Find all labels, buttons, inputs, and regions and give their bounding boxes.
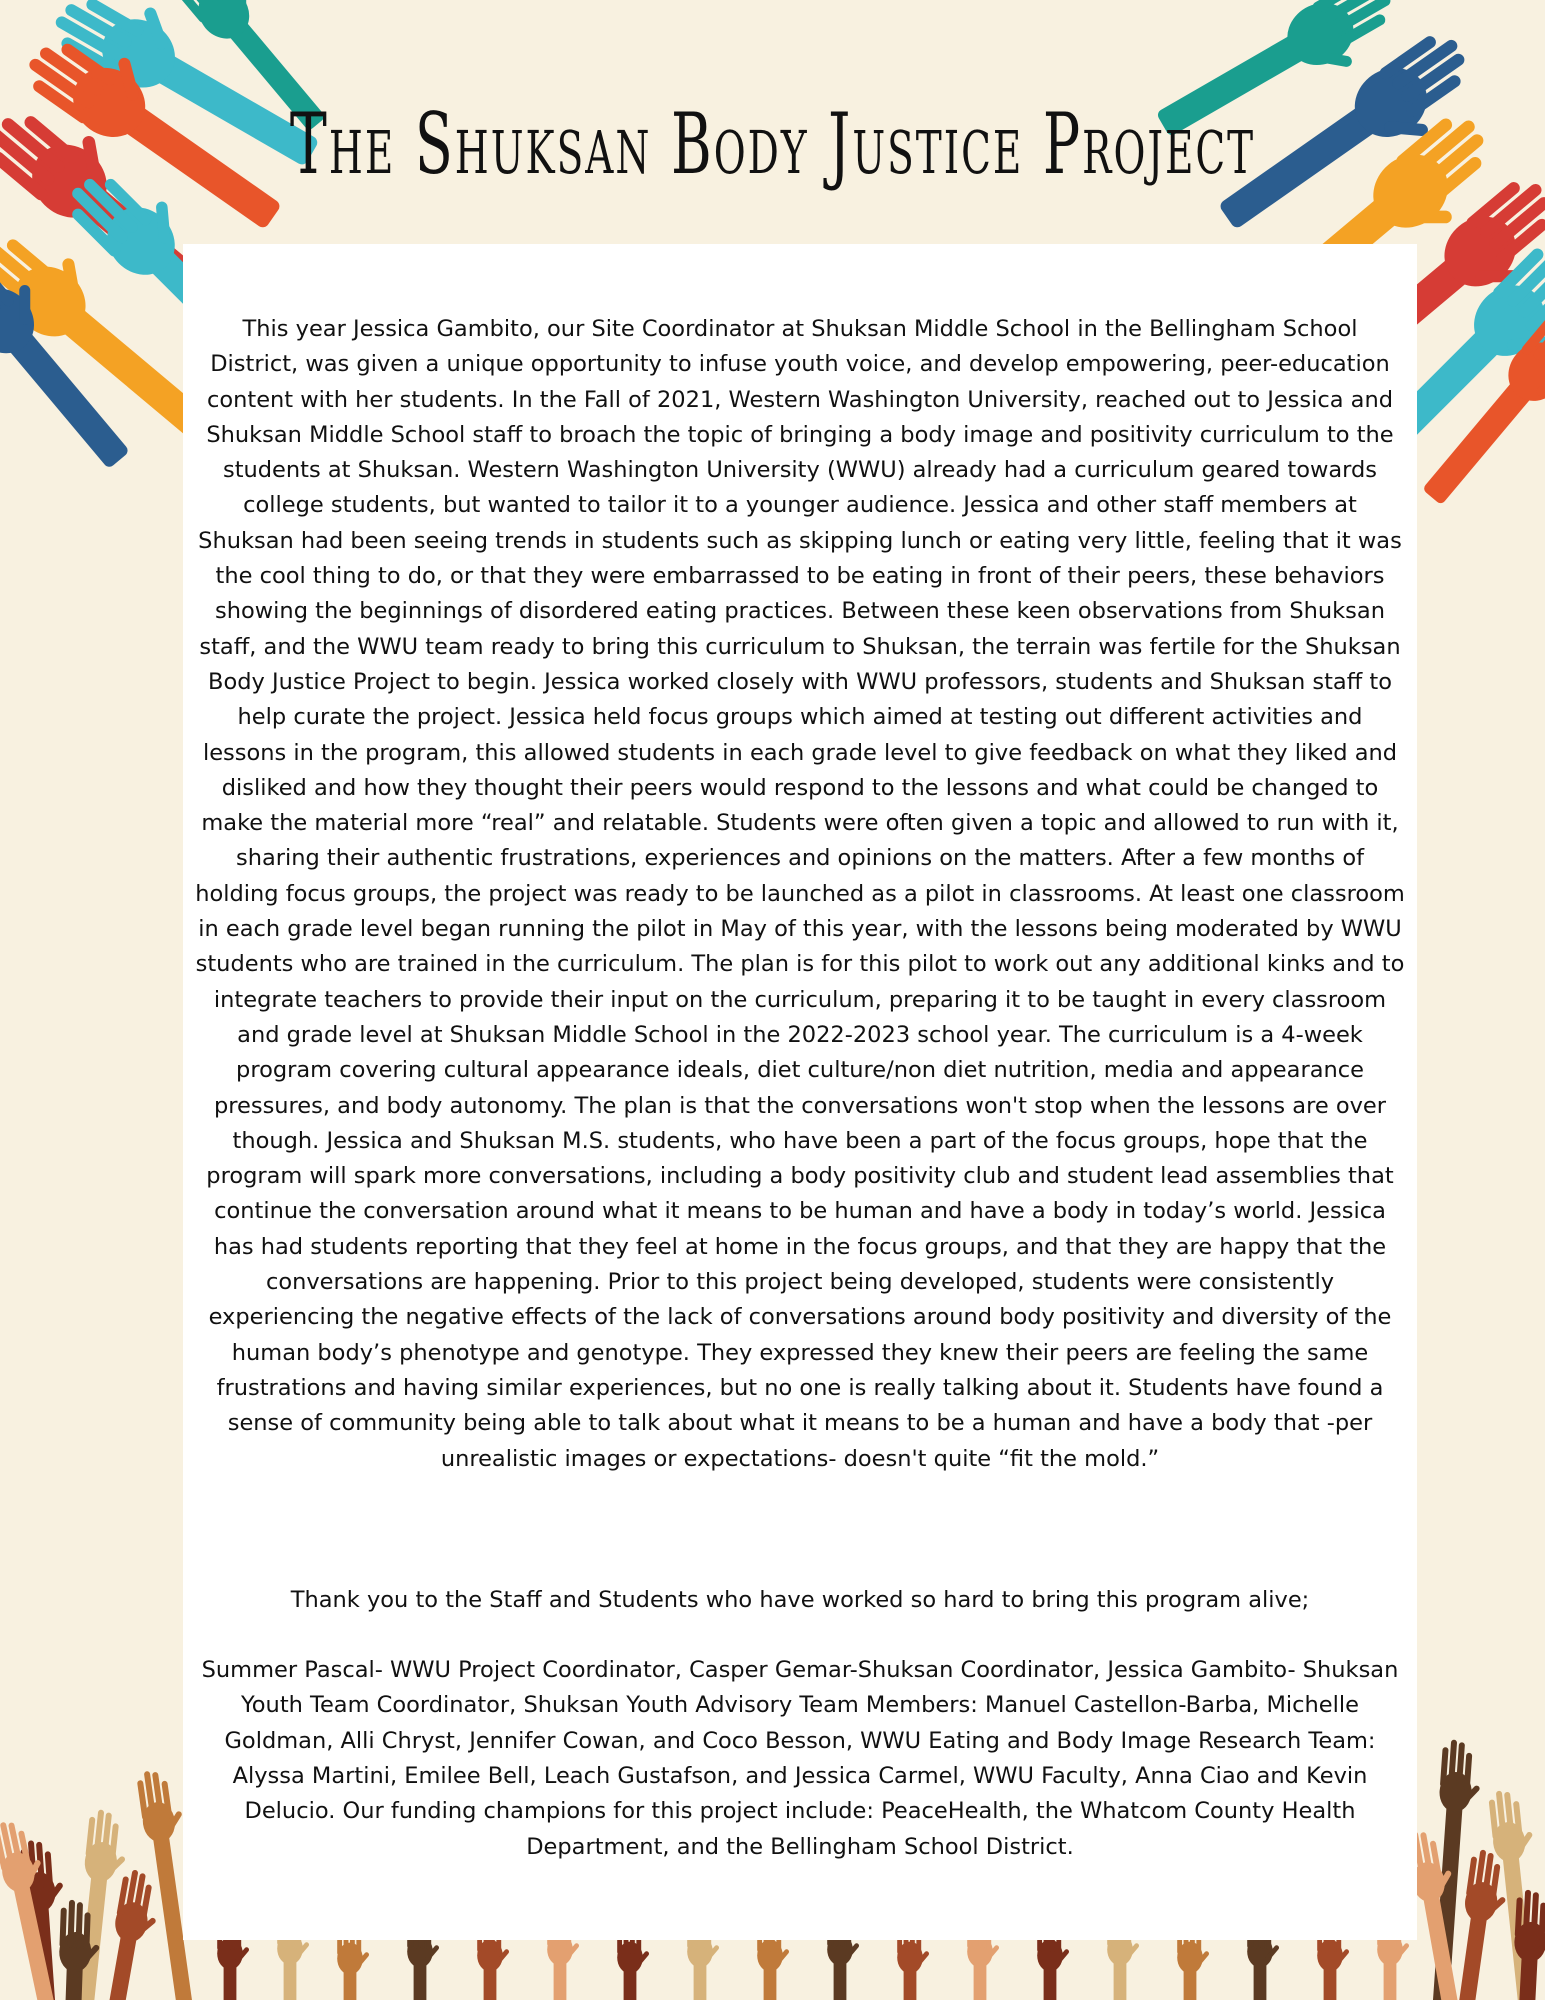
bottom-right-hands [1404, 1739, 1545, 2000]
thanks-paragraph: Thank you to the Staff and Students who have worked so hard to bring this program alive; [290, 1586, 1310, 1613]
page-title: The Shuksan Body Justice Project [289, 95, 1256, 193]
body-paragraph: This year Jessica Gambito, our Site Coordinator at Shuksan Middle School in the Bellingham School District, was given a unique opportunity to infuse youth voice, and develop empowering, peer-education content with her students. In the Fall of 2021, Western Washington University, reached out to Jessica and Shuksan Middle School staff to broach the topic of bringing a body image and positivity curriculum to the students at Shuksan. Western Washington University (WWU) already had a curriculum geared towards college students, but wanted to tailor it to a younger audience. Jessica and other staff members at Shuksan had been seeing trends in students such as skipping lunch or eating very little, feeling that it was the cool thing to do, or that they were embarrassed to be eating in front of their peers, these behaviors showing the beginnings of disordered eating practices. Between these keen observations from Shuksan staff, and the WWU team ready to bring this curriculum to Shuksan, the terrain was fertile for the Shuksan Body Justice Project to begin. Jessica worked closely with WWU professors, students and Shuksan staff to help curate the project. Jessica held focus groups which aimed at testing out different activities and lessons in the program, this allowed students in each grade level to give feedback on what they liked and disliked and how they thought their peers would respond to the lessons and what could be changed to make the material more “real” and relatable. Students were often given a topic and allowed to run with it, sharing their authentic frustrations, experiences and opinions on the matters. After a few months of holding focus groups, the project was ready to be launched as a pilot in classrooms. At least one classroom in each grade level began running the pilot in May of this year, with the lessons being moderated by WWU students who are trained in the curriculum. The plan is for this pilot to work out any additional kinks and to integrate teachers to provide their input on the curriculum, preparing it to be taught in every classroom and grade level at Shuksan Middle School in the 2022-2023 school year. The curriculum is a 4-week program covering cultural appearance ideals, diet culture/non diet nutrition, media and appearance pressures, and body autonomy. The plan is that the conversations won't stop when the lessons are over though. Jessica and Shuksan M.S. students, who have been a part of the focus groups, hope that the program will spark more conversations, including a body positivity club and student lead assemblies that continue the conversation around what it means to be human and have a body in today’s world. Jessica has had students reporting that they feel at home in the focus groups, and that they are happy that the conversations are happening. Prior to this project being developed, students were consistently experiencing the negative effects of the lack of conversations around body positivity and diversity of the human body’s phenotype and genotype. They expressed they knew their peers are feeling the same frustrations and having similar experiences, but no one is really talking about it. Students have found a sense of community being able to talk about what it means to be a human and have a body that -per unrealistic images or expectations- doesn't quite “fit the mold.” [195, 316, 1405, 1472]
credits-paragraph: Summer Pascal- WWU Project Coordinator, Casper Gemar-Shuksan Coordinator, Jessica Gambito- Shuksan Youth Team Coordinator, Shuksan Youth Advisory Team Members: Manuel Castellon-Barba, Michelle Goldman, Alli Chryst, Jennifer Cowan, and Coco Besson, WWU Eating and Body Image Research Team: Alyssa Martini, Emilee Bell, Leach Gustafson, and Jessica Carmel, WWU Faculty, Anna Ciao and Kevin Delucio. Our funding champions for this project include: PeaceHealth, the Whatcom County Health Department, and the Bellingham School District. [201, 1657, 1399, 1860]
article-content [195, 312, 1405, 1865]
